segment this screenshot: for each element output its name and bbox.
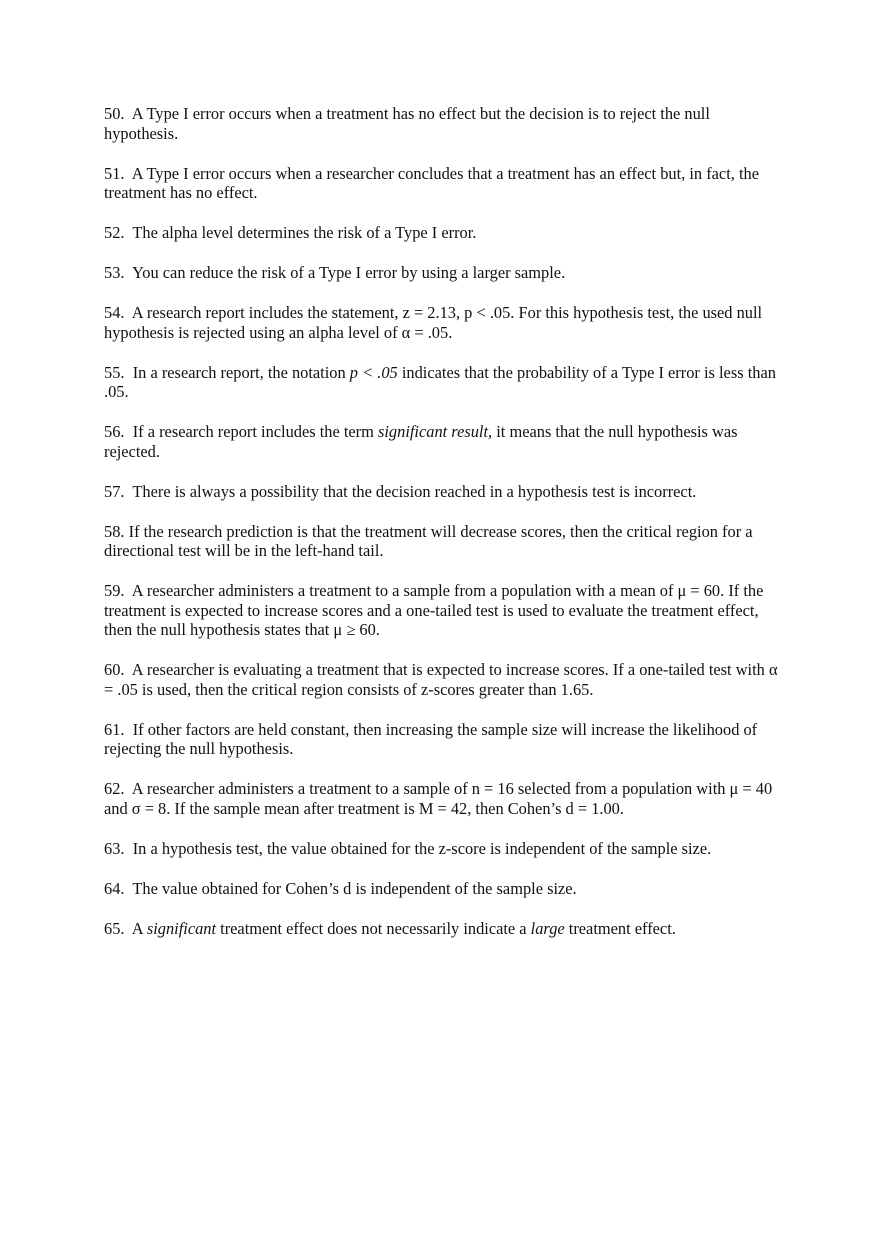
question-text: You can reduce the risk of a Type I error by using a larger sample. (132, 263, 566, 282)
question-text: In a hypothesis test, the value obtained for the z-score is independent of the sample size. (132, 838, 712, 858)
question-text-italic: significant result, (378, 422, 493, 441)
question-text: In a research report, the notation (132, 362, 350, 382)
question-item (104, 581, 784, 640)
question-item (104, 263, 784, 283)
question-item (104, 879, 784, 899)
question-text: There is always a possibility that the decision reached in a hypothesis test is incorrect. (132, 481, 697, 501)
question-number: 59. (104, 581, 125, 600)
question-number: 55. (104, 362, 125, 382)
question-text: A researcher is evaluating a treatment that is expected to increase scores. If a one-tailed test with α = .05 is used, then the critical region consists of z-scores greater than 1.65. (104, 660, 778, 699)
question-number: 54. (104, 303, 125, 322)
question-number: 58. (104, 521, 125, 541)
question-number: 51. (104, 163, 125, 183)
question-item (104, 839, 784, 859)
question-text: indicates that the probability of a Type I error is less than .05. (104, 362, 776, 401)
question-text: If the research prediction is that the treatment will decrease scores, then the critical region for a directional test will be in the left-hand tail. (104, 521, 753, 560)
question-text: A Type I error occurs when a treatment has no effect but the decision is to reject the null hypothesis. (104, 104, 710, 143)
question-text: The alpha level determines the risk of a Type I error. (132, 223, 477, 242)
question-text: If a research report includes the term (132, 422, 378, 441)
question-number: 65. (104, 918, 125, 938)
question-text-italic: large (530, 918, 565, 938)
question-item (104, 363, 784, 402)
question-item (104, 522, 784, 561)
question-item (104, 223, 784, 243)
question-item (104, 482, 784, 502)
question-item (104, 104, 784, 143)
question-text-italic: p < .05 (349, 362, 398, 382)
question-list (104, 104, 784, 959)
question-text: A research report includes the statement, z = 2.13, p < .05. For this hypothesis test, the used null hypothesis is rejected using an alpha level of α = .05. (104, 303, 763, 342)
question-item (104, 720, 784, 759)
question-text: A researcher administers a treatment to a sample of n = 16 selected from a population with μ = 40 and σ = 8. If the sample mean after treatment is M = 42, then Cohen’s d = 1.00. (104, 779, 773, 818)
question-number: 57. (104, 481, 125, 501)
question-item (104, 919, 784, 939)
question-number: 60. (104, 660, 125, 679)
question-text: If other factors are held constant, then increasing the sample size will increase the likelihood of rejecting the null hypothesis. (104, 719, 758, 758)
question-item (104, 164, 784, 203)
question-text: A (131, 918, 147, 938)
question-text-italic: significant (146, 918, 217, 938)
question-text: treatment effect. (564, 918, 676, 938)
question-number: 63. (104, 838, 125, 858)
question-item (104, 779, 784, 818)
question-text: treatment effect does not necessarily indicate a (216, 918, 531, 938)
question-item (104, 303, 784, 342)
question-item (104, 660, 784, 699)
question-text: A researcher administers a treatment to a sample from a population with a mean of μ = 60. If the treatment is expected to increase scores and a one-tailed test is used to evaluate the treatment effect, then the null hypothesis states that μ ≥ 60. (104, 581, 764, 639)
question-number: 56. (104, 422, 125, 441)
question-number: 52. (104, 223, 125, 242)
question-text: A Type I error occurs when a researcher concludes that a treatment has an effect but, in fact, the treatment has no effect. (104, 163, 759, 202)
question-text: The value obtained for Cohen’s d is independent of the sample size. (132, 878, 577, 898)
question-number: 53. (104, 263, 125, 282)
question-number: 50. (104, 104, 125, 123)
question-number: 64. (104, 878, 125, 898)
question-number: 61. (104, 719, 125, 739)
question-item (104, 422, 784, 461)
question-text: it means that the null hypothesis was rejected. (104, 422, 738, 461)
question-number: 62. (104, 779, 125, 798)
